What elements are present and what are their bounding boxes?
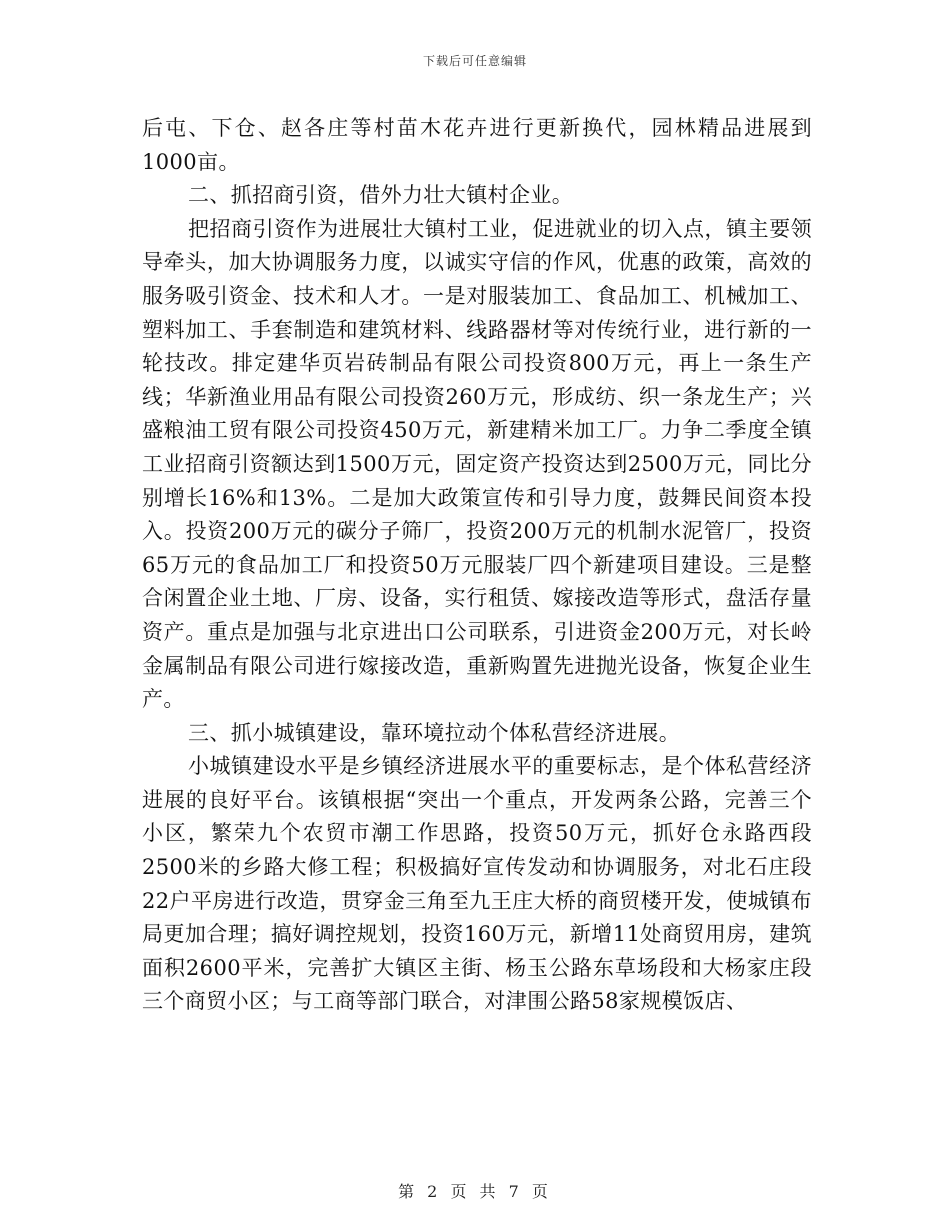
paragraph-town-construction: 小城镇建设水平是乡镇经济进展水平的重要标志，是个体私营经济进展的良好平台。该镇根据“突出一个重点，开发两条公路，完善三个小区，繁荣九个农贸市潮工作思路，投资50万元，抓好仓永路西段2500米的乡路大修工程；积极搞好宣传发动和协调服务，对北石庄段22户平房进行改造，贯穿金三角至九王庄大桥的商贸楼开发，使城镇布局更加合理；搞好调控规划，投资160万元，新增11处商贸用房，建筑面积2600平米，完善扩大镇区主街、杨玉公路东草场段和大杨家庄段三个商贸小区；与工商等部门联合，对津围公路58家规模饭店、 <box>142 754 812 1014</box>
section-heading-3: 三、抓小城镇建设，靠环境拉动个体私营经济进展。 <box>188 720 681 745</box>
document-body <box>142 112 812 1019</box>
paragraph-continuation: 后屯、下仓、赵各庄等村苗木花卉进行更新换代，园林精品进展到1000亩。 <box>142 116 812 174</box>
page-number-footer: 第 2 页 共 7 页 <box>398 1182 552 1201</box>
section-heading-2: 二、抓招商引资，借外力壮大镇村企业。 <box>188 183 574 208</box>
paragraph-investment: 把招商引资作为进展壮大镇村工业，促进就业的切入点，镇主要领导牵头，加大协调服务力度，以诚实守信的作风，优惠的政策，高效的服务吸引资金、技术和人才。一是对服装加工、食品加工、机械加工、塑料加工、手套制造和建筑材料、线路器材等对传统行业，进行新的一轮技改。排定建华页岩砖制品有限公司投资800万元，再上一条生产线；华新渔业用品有限公司投资260万元，形成纺、织一条龙生产；兴盛粮油工贸有限公司投资450万元，新建精米加工厂。力争二季度全镇工业招商引资额达到1500万元，固定资产投资达到2500万元，同比分别增长16%和13%。二是加大政策宣传和引导力度，鼓舞民间资本投入。投资200万元的碳分子筛厂，投资200万元的机制水泥管厂，投资65万元的食品加工厂和投资50万元服装厂四个新建项目建设。三是整合闲置企业土地、厂房、设备，实行租赁、嫁接改造等形式，盘活存量资产。重点是加强与北京进出口公司联系，引进资金200万元，对长岭金属制品有限公司进行嫁接改造，重新购置先进抛光设备，恢复企业生产。 <box>142 216 812 712</box>
page-header: 下载后可任意编辑 <box>422 54 527 68</box>
